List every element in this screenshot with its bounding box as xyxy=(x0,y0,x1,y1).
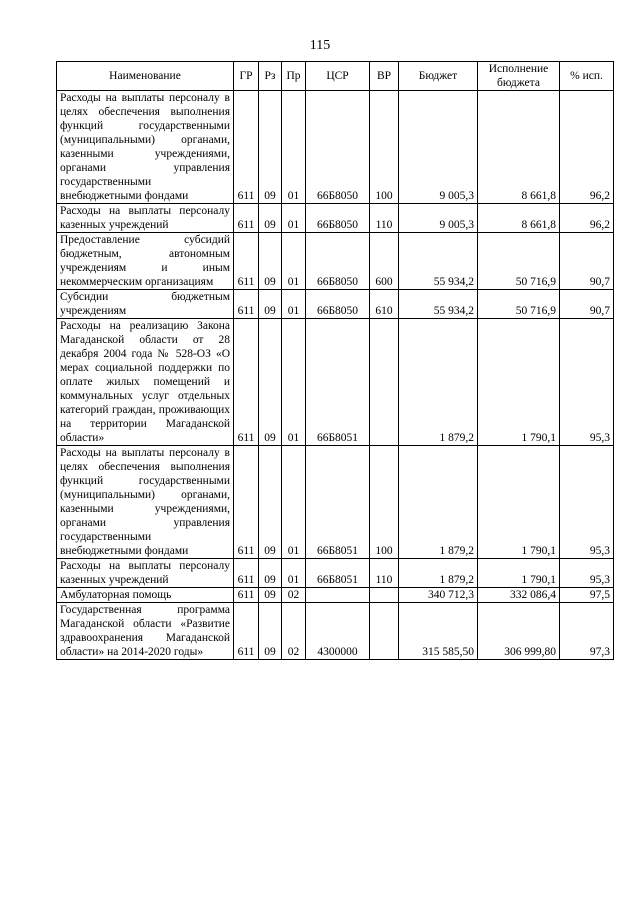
header-percent: % исп. xyxy=(560,62,614,91)
cell-budget: 1 879,2 xyxy=(399,319,478,446)
cell-vr: 610 xyxy=(370,290,399,319)
cell-execution: 50 716,9 xyxy=(478,290,560,319)
cell-rz: 09 xyxy=(259,91,282,204)
cell-rz: 09 xyxy=(259,319,282,446)
cell-name: Расходы на выплаты персоналу в целях обеспечения выполнения функций государственными (муниципальными) органами, казенными учреждениями, органами управления государственными внебюджетными фондами xyxy=(57,91,234,204)
page-number: 115 xyxy=(309,38,331,53)
cell-name: Расходы на выплаты персоналу в целях обеспечения выполнения функций государственными (муниципальными) органами, казенными учреждениями, органами управления государственными внебюджетными фондами xyxy=(57,446,234,559)
cell-gr: 611 xyxy=(234,91,259,204)
cell-gr: 611 xyxy=(234,603,259,660)
cell-csr: 66Б8050 xyxy=(306,233,370,290)
cell-name: Амбулаторная помощь xyxy=(57,588,234,603)
cell-csr: 66Б8050 xyxy=(306,290,370,319)
cell-csr: 66Б8051 xyxy=(306,559,370,588)
cell-csr: 66Б8051 xyxy=(306,446,370,559)
cell-vr: 100 xyxy=(370,446,399,559)
header-gr: ГР xyxy=(234,62,259,91)
cell-budget: 9 005,3 xyxy=(399,91,478,204)
cell-rz: 09 xyxy=(259,559,282,588)
cell-execution: 50 716,9 xyxy=(478,233,560,290)
header-budget: Бюджет xyxy=(399,62,478,91)
cell-pr: 01 xyxy=(282,290,306,319)
cell-gr: 611 xyxy=(234,446,259,559)
cell-budget: 9 005,3 xyxy=(399,204,478,233)
table-row xyxy=(57,588,614,603)
cell-name: Расходы на реализацию Закона Магаданской области от 28 декабря 2004 года № 528-ОЗ «О мерах социальной поддержки по оплате жилых помещений и коммунальных услуг отдельных категорий граждан, проживающих на территории Магаданской области» xyxy=(57,319,234,446)
cell-gr: 611 xyxy=(234,588,259,603)
cell-budget: 315 585,50 xyxy=(399,603,478,660)
cell-rz: 09 xyxy=(259,233,282,290)
cell-rz: 09 xyxy=(259,603,282,660)
cell-percent: 95,3 xyxy=(560,559,614,588)
table-row xyxy=(57,603,614,660)
cell-execution: 332 086,4 xyxy=(478,588,560,603)
cell-name: Предоставление субсидий бюджетным, автономным учреждениям и иным некоммерческим организациям xyxy=(57,233,234,290)
table-row xyxy=(57,91,614,204)
cell-name: Расходы на выплаты персоналу казенных учреждений xyxy=(57,204,234,233)
cell-gr: 611 xyxy=(234,290,259,319)
cell-execution: 306 999,80 xyxy=(478,603,560,660)
cell-vr xyxy=(370,588,399,603)
cell-pr: 01 xyxy=(282,559,306,588)
cell-csr xyxy=(306,588,370,603)
table-row xyxy=(57,233,614,290)
table-row xyxy=(57,559,614,588)
cell-percent: 97,5 xyxy=(560,588,614,603)
cell-vr xyxy=(370,603,399,660)
cell-pr: 02 xyxy=(282,588,306,603)
cell-vr: 600 xyxy=(370,233,399,290)
table-row xyxy=(57,204,614,233)
cell-budget: 1 879,2 xyxy=(399,446,478,559)
cell-gr: 611 xyxy=(234,319,259,446)
cell-pr: 01 xyxy=(282,319,306,446)
cell-pr: 01 xyxy=(282,233,306,290)
budget-table xyxy=(56,61,614,660)
cell-pr: 01 xyxy=(282,91,306,204)
cell-csr: 66Б8050 xyxy=(306,204,370,233)
cell-percent: 96,2 xyxy=(560,204,614,233)
cell-gr: 611 xyxy=(234,204,259,233)
cell-percent: 90,7 xyxy=(560,233,614,290)
header-name: Наименование xyxy=(57,62,234,91)
cell-csr: 4300000 xyxy=(306,603,370,660)
cell-percent: 95,3 xyxy=(560,319,614,446)
cell-vr xyxy=(370,319,399,446)
table-row xyxy=(57,446,614,559)
cell-csr: 66Б8051 xyxy=(306,319,370,446)
cell-vr: 100 xyxy=(370,91,399,204)
cell-vr: 110 xyxy=(370,559,399,588)
table-row xyxy=(57,290,614,319)
cell-percent: 90,7 xyxy=(560,290,614,319)
table-row xyxy=(57,319,614,446)
cell-csr: 66Б8050 xyxy=(306,91,370,204)
header-pr: Пр xyxy=(282,62,306,91)
cell-execution: 8 661,8 xyxy=(478,91,560,204)
header-vr: ВР xyxy=(370,62,399,91)
header-execution: Исполнение бюджета xyxy=(478,62,560,91)
cell-percent: 97,3 xyxy=(560,603,614,660)
cell-execution: 1 790,1 xyxy=(478,559,560,588)
cell-pr: 01 xyxy=(282,204,306,233)
header-csr: ЦСР xyxy=(306,62,370,91)
cell-budget: 55 934,2 xyxy=(399,290,478,319)
cell-name: Субсидии бюджетным учреждениям xyxy=(57,290,234,319)
header-row xyxy=(57,62,614,91)
cell-rz: 09 xyxy=(259,588,282,603)
cell-budget: 340 712,3 xyxy=(399,588,478,603)
cell-execution: 1 790,1 xyxy=(478,319,560,446)
cell-name: Расходы на выплаты персоналу казенных учреждений xyxy=(57,559,234,588)
cell-vr: 110 xyxy=(370,204,399,233)
cell-gr: 611 xyxy=(234,559,259,588)
cell-pr: 02 xyxy=(282,603,306,660)
cell-percent: 96,2 xyxy=(560,91,614,204)
header-rz: Рз xyxy=(259,62,282,91)
cell-budget: 55 934,2 xyxy=(399,233,478,290)
cell-percent: 95,3 xyxy=(560,446,614,559)
cell-rz: 09 xyxy=(259,290,282,319)
cell-rz: 09 xyxy=(259,446,282,559)
cell-execution: 8 661,8 xyxy=(478,204,560,233)
cell-gr: 611 xyxy=(234,233,259,290)
cell-budget: 1 879,2 xyxy=(399,559,478,588)
cell-pr: 01 xyxy=(282,446,306,559)
cell-rz: 09 xyxy=(259,204,282,233)
cell-name: Государственная программа Магаданской области «Развитие здравоохранения Магаданской области» на 2014-2020 годы» xyxy=(57,603,234,660)
cell-execution: 1 790,1 xyxy=(478,446,560,559)
